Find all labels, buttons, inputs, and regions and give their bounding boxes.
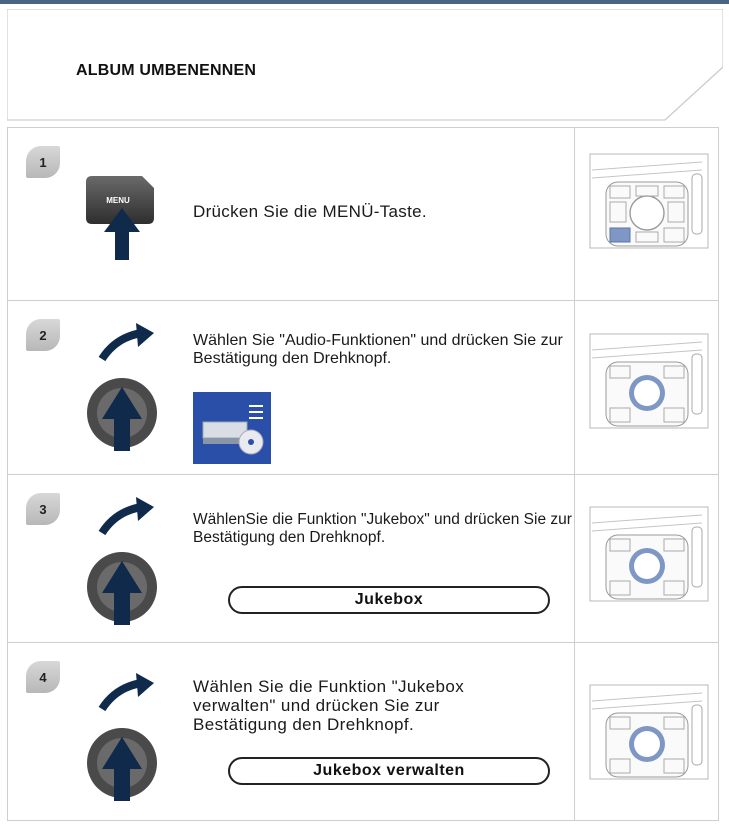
menu-key-label: MENU [106, 196, 130, 205]
step-number-badge: 4 [26, 661, 60, 693]
rotary-knob-icon [86, 497, 168, 634]
rotary-knob-icon [86, 323, 168, 460]
control-panel-diagram [588, 503, 710, 605]
step-instruction: Wählen Sie die Funktion "Jukebox verwalten" und drücken Sie zur Bestätigung den Drehknopf. [193, 677, 465, 734]
step-2 [8, 301, 718, 475]
step-instruction: Drücken Sie die MENÜ-Taste. [193, 202, 427, 221]
audio-functions-icon [193, 392, 271, 469]
page-title: ALBUM UMBENENNEN [76, 62, 257, 79]
control-panel-diagram [588, 150, 710, 252]
menu-button-icon [84, 174, 164, 271]
step-number-badge: 2 [26, 319, 60, 351]
rotary-knob-icon [86, 673, 168, 810]
step-number-badge: 3 [26, 493, 60, 525]
control-panel-diagram [588, 681, 710, 783]
menu-option-jukebox-verwalten: Jukebox verwalten [228, 757, 550, 785]
control-panel-diagram [588, 330, 710, 432]
step-4 [8, 643, 718, 820]
step-instruction: Wählen Sie "Audio-Funktionen" und drücken Sie zur Bestätigung den Drehknopf. [193, 332, 563, 367]
steps-table [7, 127, 719, 821]
step-3 [8, 475, 718, 643]
title-banner [7, 9, 723, 121]
top-rule [0, 0, 729, 4]
step-number-badge: 1 [26, 146, 60, 178]
step-instruction: WählenSie die Funktion "Jukebox" und drücken Sie zur Bestätigung den Drehknopf. [193, 511, 572, 546]
menu-option-jukebox: Jukebox [228, 586, 550, 614]
step-1 [8, 128, 718, 301]
